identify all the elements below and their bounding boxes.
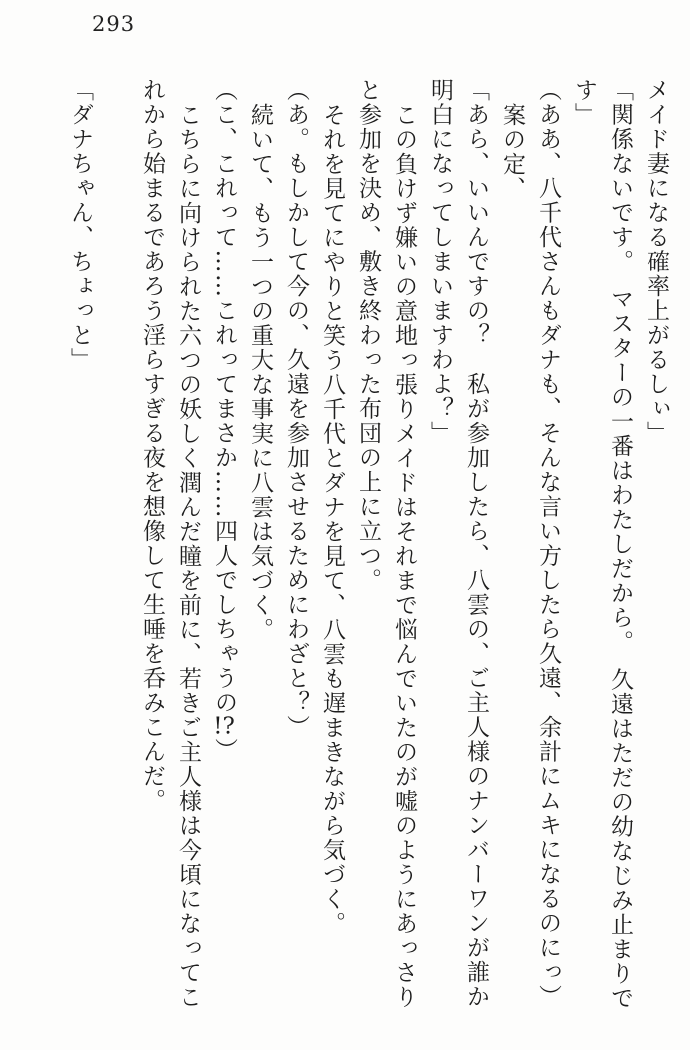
text-line: この負けず嫌いの意地っ張りメイドはそれまで悩んでいたのが嘘のようにあっさり <box>391 102 417 1009</box>
text-line: （あ。もしかして今の、久遠を参加させるためにわざと？） <box>283 78 309 740</box>
text-line: す」 <box>571 78 597 127</box>
text-line: 続いて、もう一つの重大な事実に八雲は気づく。 <box>247 102 273 642</box>
blank-line <box>98 78 134 1030</box>
text-line: 明白になってしまいますわよ？」 <box>427 78 453 446</box>
text-line: （ああ、八千代さんもダナも、そんな言い方したら久遠、余計にムキになるのにっ） <box>535 78 561 1009</box>
text-line: 「ダナちゃん、ちょっと」 <box>67 78 93 372</box>
text-line: 「関係ないです。 マスターの一番はわたしだから。 久遠はただの幼なじみ止まりで <box>607 78 633 1011</box>
page-number: 293 <box>92 12 136 36</box>
tcy-exclamation-question: !? <box>213 715 235 738</box>
text-line: （こ、これって……これってまさか……四人でしちゃうの!?） <box>211 78 237 763</box>
text-line: と参加を決め、敷き終わった布団の上に立つ。 <box>355 78 381 593</box>
text-line: 「あら、いいんですの？ 私が参加したら、八雲の、ご主人様のナンバーワンが誰か <box>463 78 489 1009</box>
text-line: こちらに向けられた六つの妖しく潤んだ瞳を前に、若きご主人様は今頃になってこ <box>175 102 201 1009</box>
vertical-text-block <box>62 78 674 1030</box>
text-line: 案の定、 <box>499 102 525 201</box>
text-line: メイド妻になる確率上がるしぃ」 <box>643 78 669 446</box>
text-line: れから始まるであろう淫らすぎる夜を想像して生唾を呑みこんだ。 <box>139 78 165 813</box>
text-line: それを見てにやりと笑う八千代とダナを見て、八雲も遅まきながら気づく。 <box>319 102 345 936</box>
